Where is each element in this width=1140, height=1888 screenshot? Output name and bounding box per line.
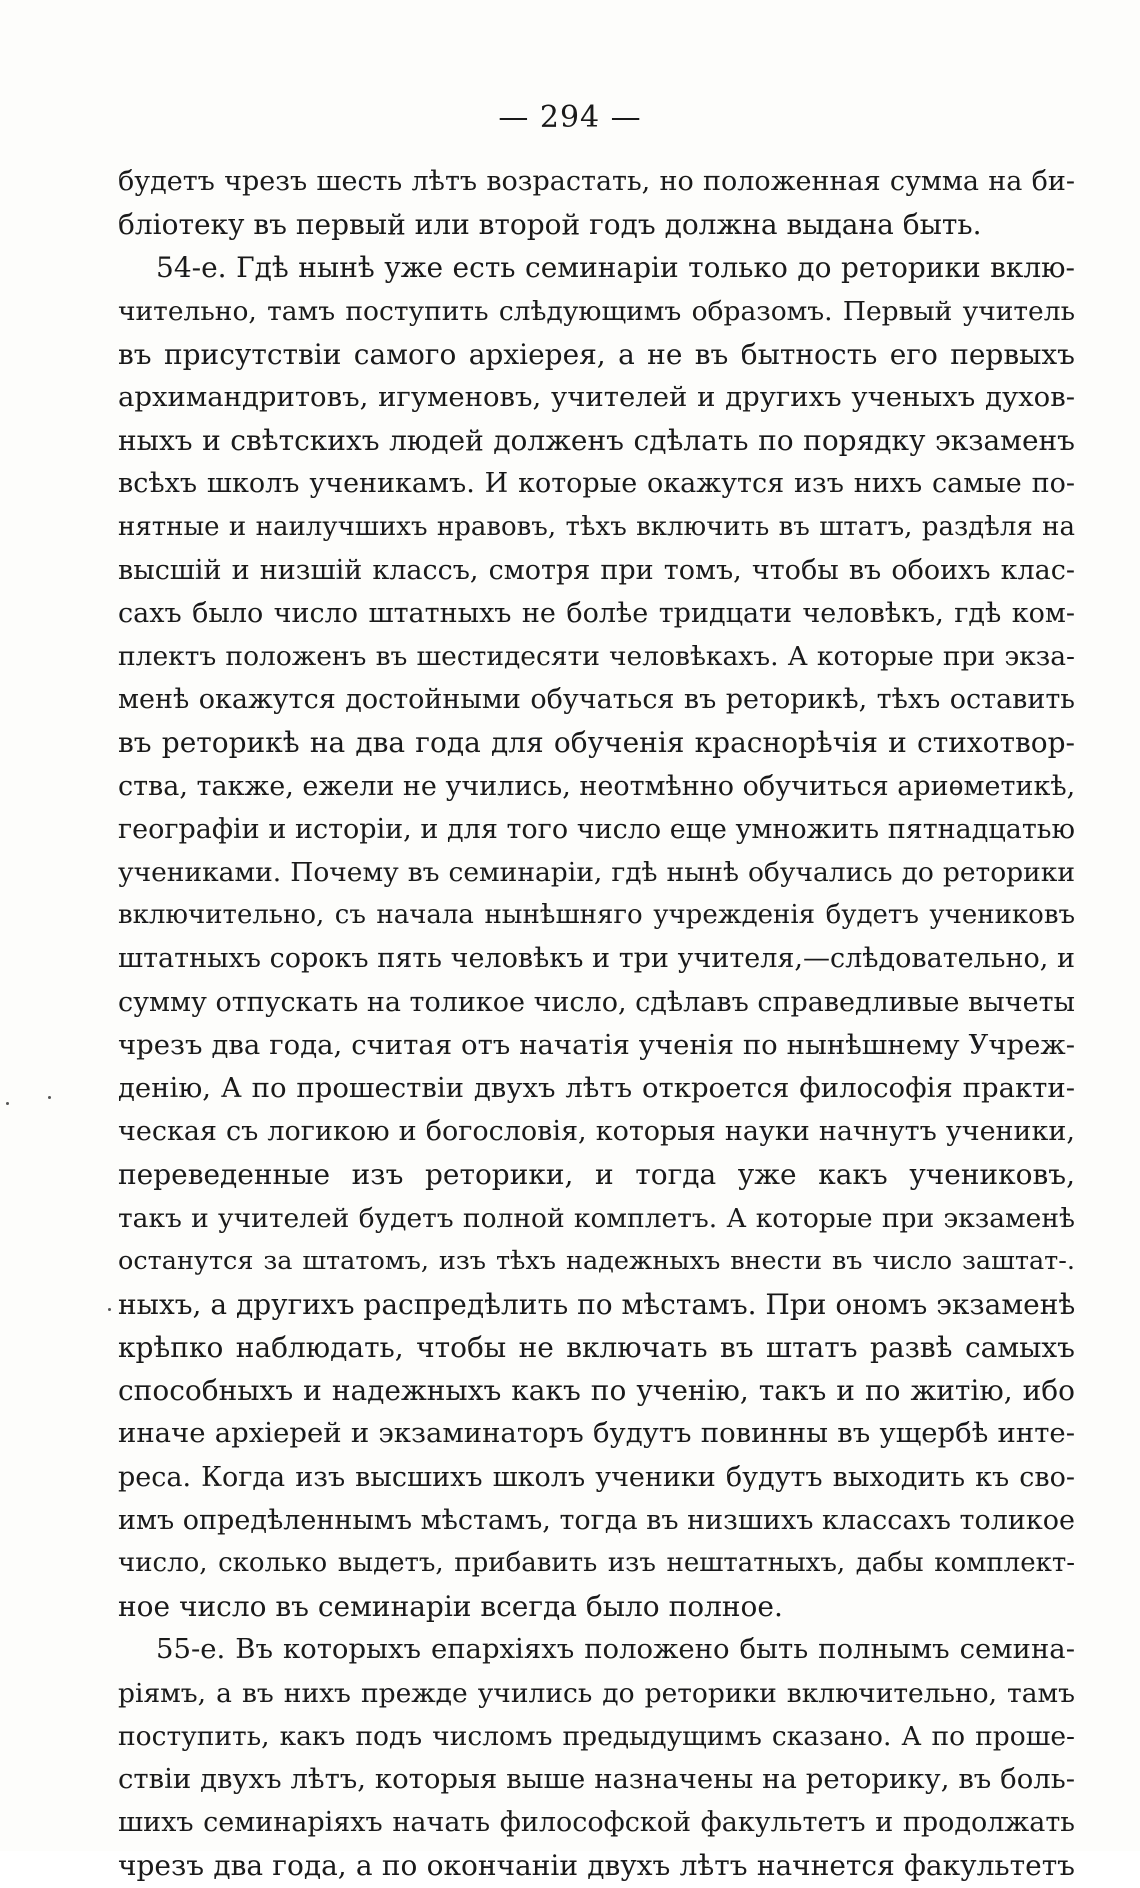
text-line: архимандритовъ, игуменовъ, учителей и другихъ ученыхъ духов- <box>118 380 1075 413</box>
text-line: нятные и наилучшихъ нравовъ, тѣхъ включить въ штатъ, раздѣля на <box>118 511 1075 542</box>
text-line: всѣхъ школъ ученикамъ. И которые окажутся изъ нихъ самые по- <box>118 468 1075 500</box>
text-line: включительно, съ начала нынѣшняго учрежденія будетъ учениковъ <box>118 900 1075 931</box>
text-line: учениками. Почему въ семинаріи, гдѣ нынѣ обучались до реторики <box>118 857 1075 888</box>
text-line: менѣ окажутся достойными обучаться въ реторикѣ, тѣхъ оставить <box>118 684 1075 716</box>
text-line: въ присутствіи самого архіерея, а не въ бытность его первыхъ <box>118 337 1075 371</box>
text-line: реса. Когда изъ высшихъ школъ ученики будутъ выходить къ сво- <box>118 1461 1075 1493</box>
text-line: ное число въ семинаріи всегда было полное. <box>118 1590 783 1624</box>
text-line: имъ опредѣленнымъ мѣстамъ, тогда въ низшихъ классахъ толикое <box>118 1504 1075 1536</box>
text-line: ныхъ и свѣтскихъ людей долженъ сдѣлать по порядку экзаменъ <box>118 424 1075 458</box>
text-line: ріямъ, а въ нихъ прежде учились до реторики включительно, тамъ <box>118 1677 1075 1709</box>
text-line: ства, также, ежели не учились, неотмѣнно обучиться ариѳметикѣ, <box>118 770 1075 802</box>
text-line: денію, А по прошествіи двухъ лѣтъ откроется философія практи- <box>118 1071 1075 1104</box>
body-text <box>118 160 1075 1888</box>
text-line: штатныхъ сорокъ пять человѣкъ и три учителя,—слѣдовательно, и <box>118 943 1075 975</box>
text-line: бліотеку въ первый или второй годъ должна выдана быть. <box>118 208 982 242</box>
text-line: число, сколько выдетъ, прибавить изъ нештатныхъ, дабы комплект- <box>118 1548 1075 1578</box>
text-line: чрезъ два года, а по окончаніи двухъ лѣтъ начнется факультетъ <box>118 1849 1075 1883</box>
print-speck <box>6 1102 9 1105</box>
text-line: высшій и низшій классъ, смотря при томъ, чтобы въ обоихъ клас- <box>118 554 1075 586</box>
text-line: переведенные изъ реторики, и тогда уже какъ учениковъ, <box>118 1158 1075 1192</box>
print-speck <box>48 1096 51 1099</box>
text-line: такъ и учителей будетъ полной комплетъ. А которые при экзаменѣ <box>118 1202 1075 1234</box>
text-line: въ реторикѣ на два года для обученія краснорѣчія и стихотвор- <box>118 726 1075 760</box>
text-line: ствіи двухъ лѣтъ, которыя выше назначены на реторику, въ боль- <box>118 1762 1075 1795</box>
text-line: иначе архіерей и экзаминаторъ будутъ повинны въ ущербѣ инте- <box>118 1417 1075 1450</box>
text-line: останутся за штатомъ, изъ тѣхъ надежныхъ внести въ число заштат-. <box>118 1245 1075 1276</box>
text-line: будетъ чрезъ шесть лѣтъ возрастать, но положенная сумма на би- <box>118 166 1075 197</box>
text-line: поступить, какъ подъ числомъ предыдущимъ сказано. А по проше- <box>118 1720 1075 1752</box>
text-line: крѣпко наблюдать, чтобы не включать въ штатъ развѣ самыхъ <box>118 1331 1075 1365</box>
text-line: сумму отпускать на толикое число, сдѣлавъ справедливые вычеты <box>118 986 1075 1018</box>
page-number: — 294 — <box>498 100 642 135</box>
text-line: чрезъ два года, считая отъ начатія ученія по нынѣшнему Учреж- <box>118 1028 1075 1061</box>
text-line: 55-е. Въ которыхъ епархіяхъ положено быть полнымъ семина- <box>156 1633 1075 1666</box>
text-line: сахъ было число штатныхъ не болѣе тридцати человѣкъ, гдѣ ком- <box>118 597 1075 629</box>
text-line: плектъ положенъ въ шестидесяти человѣкахъ. А которые при экза- <box>118 641 1075 673</box>
text-line: способныхъ и надежныхъ какъ по ученію, такъ и по житію, ибо <box>118 1374 1075 1408</box>
text-line: шихъ семинаріяхъ начать философской факультетъ и продолжать <box>118 1807 1075 1839</box>
text-line: ческая съ логикою и богословія, которыя науки начнутъ ученики, <box>118 1116 1075 1148</box>
print-speck <box>108 1308 111 1311</box>
text-line: 54-е. Гдѣ нынѣ уже есть семинаріи только до реторики вклю- <box>156 251 1075 285</box>
text-line: географіи и исторіи, и для того число еще умножить пятнадцатью <box>118 813 1075 845</box>
text-line: чительно, тамъ поступить слѣдующимъ образомъ. Первый учитель <box>118 295 1075 327</box>
text-line: ныхъ, а другихъ распредѣлить по мѣстамъ. При ономъ экзаменѣ <box>118 1287 1075 1321</box>
